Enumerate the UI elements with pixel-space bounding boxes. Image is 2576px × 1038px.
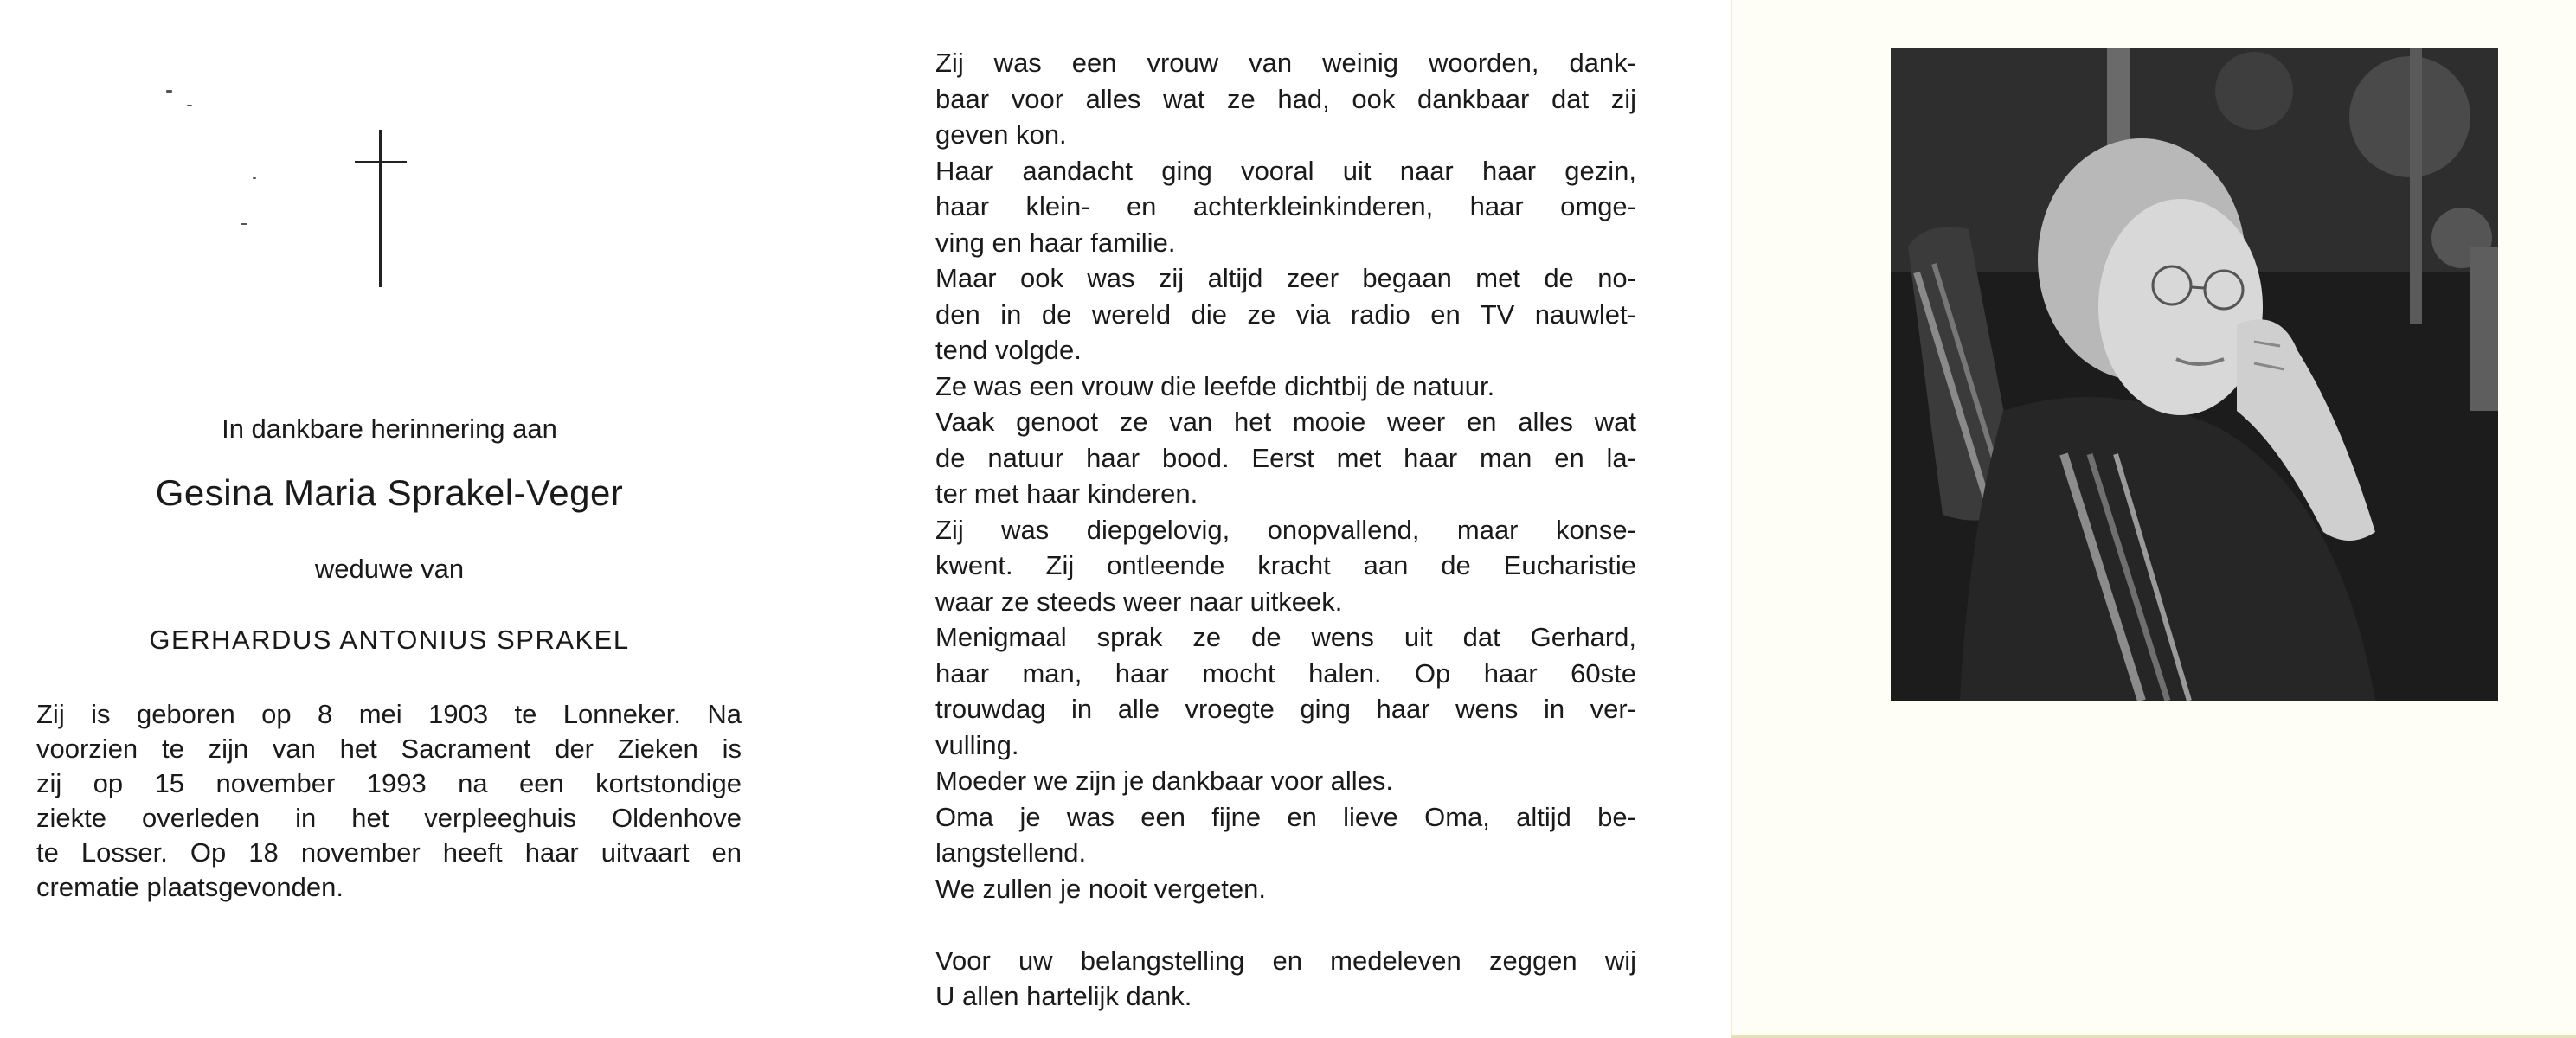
left-panel xyxy=(0,0,865,1038)
intro-text: In dankbare herinnering aan xyxy=(222,413,557,444)
tribute-line: Ze was een vrouw die leefde dichtbij de natuur. xyxy=(935,370,1495,401)
biography-paragraph xyxy=(36,697,742,905)
tribute-line: trouwdag in alle vroegte ging haar wens in ver- xyxy=(935,694,1636,724)
deceased-name: Gesina Maria Sprakel-Veger xyxy=(155,472,624,513)
tribute-line: vulling. xyxy=(935,729,1019,760)
tribute-line: Menigmaal sprak ze de wens uit dat Gerhard, xyxy=(935,622,1636,652)
biography-line: ziekte overleden in het verpleeghuis Oldenhove xyxy=(36,803,742,833)
tribute-line: baar voor alles wat ze had, ook dankbaar dat zij xyxy=(935,83,1636,114)
scan-speck xyxy=(253,177,256,179)
tribute-line: Zij was diepgelovig, onopvallend, maar konse- xyxy=(935,514,1636,545)
biography-line: Zij is geboren op 8 mei 1903 te Lonneker. Na xyxy=(36,699,742,729)
scan-speck xyxy=(166,90,172,93)
tribute-line: waar ze steeds weer naar uitkeek. xyxy=(935,586,1343,617)
thanks-line: U allen hartelijk dank. xyxy=(935,981,1192,1011)
tribute-line: haar klein- en achterkleinkinderen, haar omge- xyxy=(935,191,1636,221)
biography-line: zij op 15 november 1993 na een kortstondige xyxy=(36,768,742,798)
tribute-line: Maar ook was zij altijd zeer begaan met de no- xyxy=(935,263,1636,293)
portrait-photo xyxy=(1891,48,2498,701)
tribute-line: Oma je was een fijne en lieve Oma, altijd be- xyxy=(935,801,1636,832)
tribute-line: ter met haar kinderen. xyxy=(935,478,1198,509)
tribute-line: haar man, haar mocht halen. Op haar 60ste xyxy=(935,657,1636,689)
tribute-text xyxy=(935,45,1636,1015)
paragraph-gap xyxy=(935,907,1636,943)
tribute-line: ving en haar familie. xyxy=(935,227,1176,258)
tribute-line: langstellend. xyxy=(935,837,1087,868)
widow-label: weduwe van xyxy=(314,554,465,584)
tribute-line: geven kon. xyxy=(935,119,1067,150)
tribute-line: Vaak genoot ze van het mooie weer en alles wat xyxy=(935,407,1636,437)
thanks-line: Voor uw belangstelling en medeleven zeggen wij xyxy=(935,945,1636,976)
tribute-line: den in de wereld die ze via radio en TV nauwlet- xyxy=(935,298,1636,330)
scan-speck xyxy=(187,105,192,106)
scan-speck xyxy=(241,223,247,225)
tribute-line: Moeder we zijn je dankbaar voor alles. xyxy=(935,766,1393,796)
tribute-line: Haar aandacht ging vooral uit naar haar gezin, xyxy=(935,155,1636,186)
biography-line: voorzien te zijn van het Sacrament der Zieken is xyxy=(36,734,742,764)
tribute-line: de natuur haar bood. Eerst met haar man en la- xyxy=(935,442,1636,473)
tribute-line: Zij was een vrouw van weinig woorden, dank- xyxy=(935,48,1636,78)
tribute-line: tend volgde. xyxy=(935,335,1082,365)
biography-line: te Losser. Op 18 november heeft haar uitvaart en xyxy=(36,837,742,868)
husband-name: GERHARDUS ANTONIUS SPRAKEL xyxy=(149,625,630,655)
tribute-line: We zullen je nooit vergeten. xyxy=(935,873,1266,904)
cross-icon xyxy=(355,130,407,287)
biography-line: crematie plaatsgevonden. xyxy=(36,872,344,902)
tribute-line: kwent. Zij ontleende kracht aan de Eucharistie xyxy=(935,550,1636,580)
